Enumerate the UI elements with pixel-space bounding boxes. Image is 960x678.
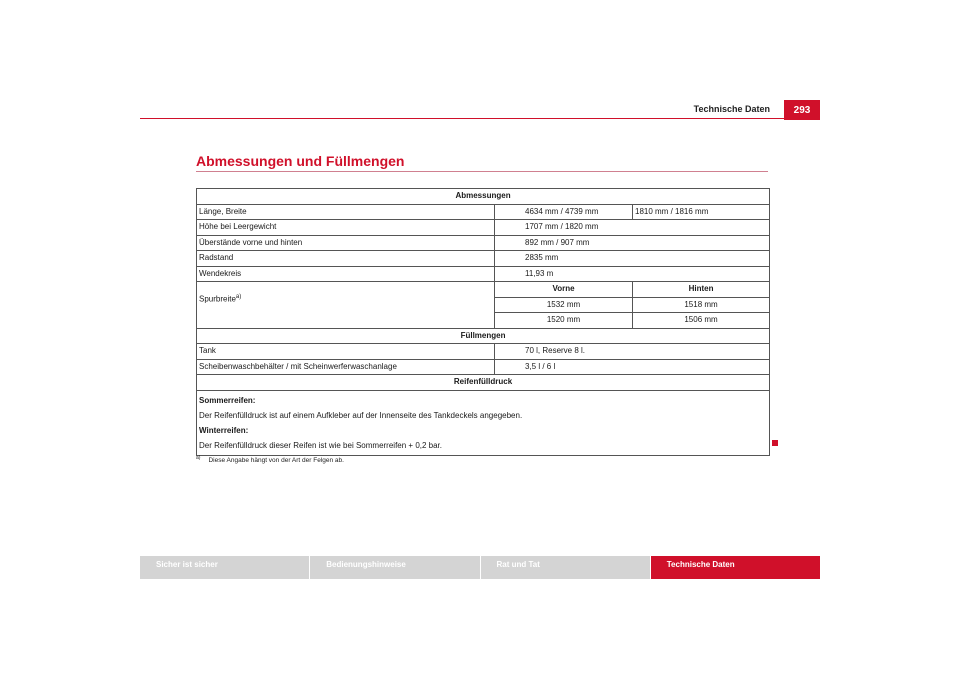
- table-row: [197, 189, 770, 205]
- row-value-2: 1810 mm / 1816 mm: [633, 204, 770, 220]
- summer-text: Der Reifenfülldruck ist auf einem Aufkleber auf der Innenseite des Tankdeckels angegeben.: [199, 410, 523, 420]
- table-row: [197, 359, 770, 375]
- winter-text: Der Reifenfülldruck dieser Reifen ist wie bei Sommerreifen + 0,2 bar.: [199, 440, 442, 450]
- row-label: Wendekreis: [197, 266, 495, 282]
- row-label: Höhe bei Leergewicht: [197, 220, 495, 236]
- row-value: 1707 mm / 1820 mm: [495, 220, 770, 236]
- winter-label: Winterreifen:: [199, 425, 249, 435]
- footnote-mark: a): [235, 294, 242, 300]
- table-row: [197, 282, 770, 298]
- table-row: [197, 220, 770, 236]
- table-row: [197, 344, 770, 360]
- footer-tab-rat[interactable]: Rat und Tat: [481, 556, 650, 579]
- row-value: 2835 mm: [495, 251, 770, 267]
- row-label: Scheibenwaschbehälter / mit Scheinwerferwaschanlage: [197, 359, 495, 375]
- header-rule: [140, 118, 820, 119]
- spurbreite-label: Spurbreite$^{a)}$: [197, 282, 495, 329]
- row-value: 892 mm / 907 mm: [495, 235, 770, 251]
- front-value: 1532 mm: [495, 297, 633, 313]
- rear-value: 1506 mm: [633, 313, 770, 329]
- running-header: Technische Daten: [693, 104, 770, 114]
- abmessungen-heading: Abmessungen: [197, 189, 770, 205]
- reifen-block: [197, 390, 770, 455]
- page-number-badge: 293: [784, 100, 820, 120]
- footnote-text: Diese Angabe hängt von der Art der Felgen ab.: [208, 457, 344, 465]
- reifen-heading: Reifenfülldruck: [197, 375, 770, 391]
- end-of-section-marker: [772, 440, 778, 446]
- footnote: [196, 455, 344, 464]
- row-value: 4634 mm / 4739 mm: [495, 204, 633, 220]
- row-value: 70 l, Reserve 8 l.: [495, 344, 770, 360]
- footer-tab-technische-daten[interactable]: Technische Daten: [651, 556, 820, 579]
- table-row: [197, 204, 770, 220]
- row-value: 3,5 l / 6 l: [495, 359, 770, 375]
- spec-table: [196, 188, 770, 456]
- table-row: [197, 328, 770, 344]
- rear-value: 1518 mm: [633, 297, 770, 313]
- row-label: Überstände vorne und hinten: [197, 235, 495, 251]
- summer-label: Sommerreifen:: [199, 395, 256, 405]
- table-row: [197, 235, 770, 251]
- row-label: Radstand: [197, 251, 495, 267]
- footnote-mark: a): [196, 455, 201, 461]
- row-value: 11,93 m: [495, 266, 770, 282]
- footer-nav: [140, 556, 820, 579]
- fuellmengen-heading: Füllmengen: [197, 328, 770, 344]
- col-front: Vorne: [495, 282, 633, 298]
- title-rule: [196, 171, 768, 172]
- col-rear: Hinten: [633, 282, 770, 298]
- row-label: Länge, Breite: [197, 204, 495, 220]
- footer-tab-bedienung[interactable]: Bedienungshinweise: [310, 556, 479, 579]
- table-row: [197, 251, 770, 267]
- table-row: [197, 375, 770, 391]
- table-row: [197, 266, 770, 282]
- table-row: [197, 390, 770, 455]
- front-value: 1520 mm: [495, 313, 633, 329]
- footer-tab-sicher[interactable]: Sicher ist sicher: [140, 556, 309, 579]
- section-title: Abmessungen und Füllmengen: [196, 153, 405, 169]
- row-label: Tank: [197, 344, 495, 360]
